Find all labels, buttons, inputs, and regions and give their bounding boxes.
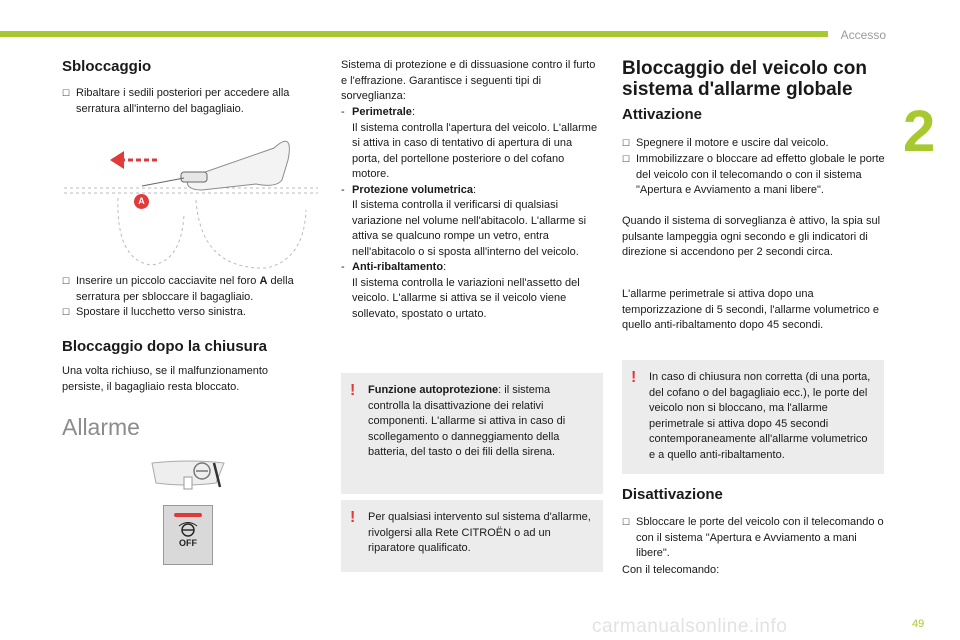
unlock-heading: Sbloccaggio <box>62 58 152 75</box>
alarm-intro-text: Sistema di protezione e di dissuasione contro il furto e l'effrazione. Garantisce i seguenti tipi di sorveglianza: <box>341 59 596 102</box>
list-item: - Anti-ribaltamento: Il sistema controlla le variazioni nell'assetto del veicolo. L'allarme si attiva se il veicolo viene sollevato, spostato o urtato. <box>341 261 580 320</box>
list-item: - Protezione volumetrica: Il sistema controlla il verificarsi di qualsiasi variazione nel volume nell'abitacolo. L'allarme si attiva se qualcuno rompe un vetro, entra nell'abitacolo o si sposta all'interno del veicolo. <box>341 183 587 258</box>
activation-bullet-2: ☐ Immobilizzare o bloccare ad effetto globale le porte del veicolo con il telecomando o con il sistema "Apertura e Avviamento a mani libere". <box>622 152 886 199</box>
relock-text: Una volta richiuso, se il malfunzionamento persiste, il bagagliaio resta bloccato. <box>62 365 269 393</box>
watermark: carmanualsonline.info <box>592 616 788 637</box>
service-note: ! Per qualsiasi intervento sul sistema d'allarme, rivolgersi alla Rete CITROËN o ad un riparatore qualificato. <box>341 500 603 572</box>
activation-text: Quando il sistema di sorveglianza è attivo, la spia sul pulsante lampeggia ogni secondo e gli indicatori di direzione si accendono per 2 secondi circa. <box>622 215 881 258</box>
warning-icon: ! <box>350 509 356 526</box>
incorrect-closing-note: ! In caso di chiusura non corretta (di una porta, del cofano o del bagagliaio ecc.), le porte del veicolo non si bloccano, ma l'allarme perimetrale si attiva dopo 45 secondi contemporaneamente all'allarme volumetrico e a quello anti-ribaltamento. <box>622 360 884 474</box>
activation-bullet-1: ☐ Spegnere il motore e uscire dal veicolo. <box>622 136 898 152</box>
deactivation-heading: Disattivazione <box>622 486 723 503</box>
deactivation-bullet: ☐ Sbloccare le porte del veicolo con il telecomando o con il sistema "Apertura e Avviamento a mani libere". <box>622 515 891 562</box>
global-lock-heading: Bloccaggio del veicolo con sistema d'allarme globale <box>622 58 867 100</box>
page-number: 49 <box>912 618 925 630</box>
activation-heading: Attivazione <box>622 106 703 123</box>
list-item: - Perimetrale: Il sistema controlla l'apertura del veicolo. L'allarme si attiva in caso di tentativo di apertura di una porta, del portellone posteriore o del cofano motore. <box>341 106 598 180</box>
surveillance-list <box>341 105 603 322</box>
alarm-car-icon <box>177 521 199 537</box>
relock-heading: Bloccaggio dopo la chiusura <box>62 338 268 355</box>
section-title: Accesso <box>840 28 886 42</box>
trunk-lock-figure <box>56 120 326 270</box>
padlock-bullet: ☐ Spostare il lucchetto verso sinistra. <box>62 305 331 321</box>
unlock-bullet: ☐ Ribaltare i sedili posteriori per accedere alla serratura all'interno del bagagliaio. <box>62 86 331 117</box>
header-accent-bar <box>0 31 828 37</box>
figure-marker-a: A <box>134 194 149 209</box>
remote-control-text: Con il telecomando: <box>622 564 720 576</box>
warning-icon: ! <box>350 382 356 399</box>
autoprotection-note: ! Funzione autoprotezione: il sistema controlla la disattivazione dei relativi componenti. L'allarme si attiva in caso di scollegamento o danneggiamento della batteria, del tasto o dei fili della sirena. <box>341 373 603 494</box>
off-label: OFF <box>179 538 197 548</box>
mirror-button-figure <box>150 457 230 497</box>
activation-timer-text: L'allarme perimetrale si attiva dopo una temporizzazione di 5 secondi, l'allarme volumetrico e quello anti-ribaltamento dopo 45 secondi. <box>622 288 880 331</box>
chapter-number: 2 <box>903 99 936 164</box>
alarm-led <box>174 513 202 517</box>
alarm-heading: Allarme <box>62 414 140 440</box>
alarm-off-button <box>163 505 213 565</box>
screwdriver-bullet: ☐ Inserire un piccolo cacciavite nel foro A della serratura per sbloccare il bagagliaio. <box>62 274 331 305</box>
warning-icon: ! <box>631 369 637 386</box>
